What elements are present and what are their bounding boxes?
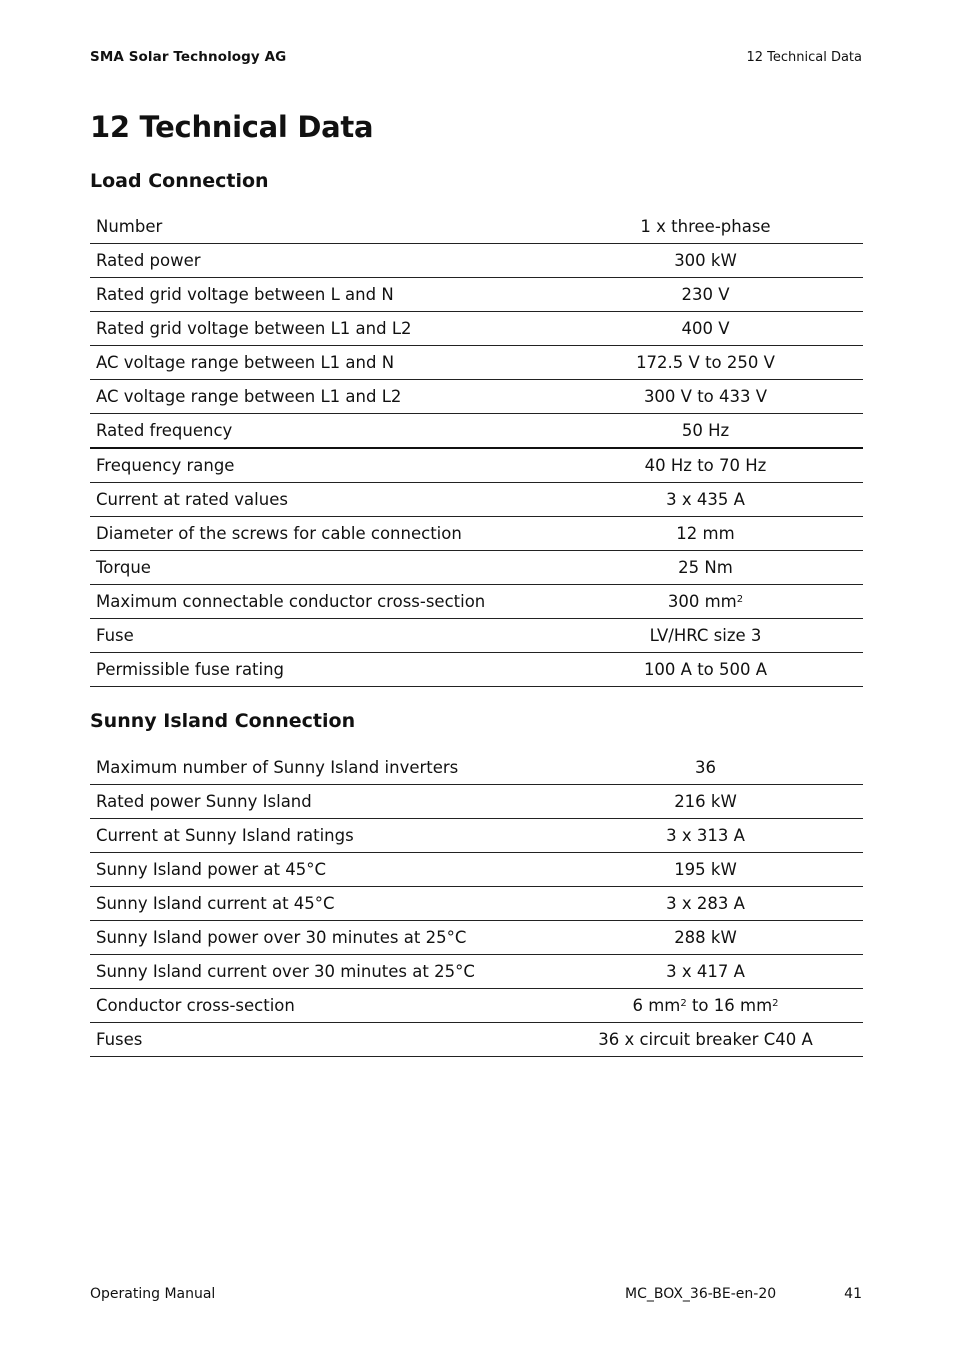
row-value: 36 x circuit breaker C40 A [548,1023,863,1057]
chapter-title: 12 Technical Data [90,110,374,144]
row-label: Number [90,210,548,244]
footer-manual: Operating Manual [90,1286,216,1302]
table-row [90,517,863,551]
table-row [90,989,863,1023]
table-row [90,853,863,887]
table-row [90,585,863,619]
row-value: 25 Nm [548,551,863,585]
row-label: AC voltage range between L1 and N [90,346,548,380]
header-chapter-ref: 12 Technical Data [746,50,862,65]
row-value: 230 V [548,278,863,312]
table-row [90,414,863,449]
row-label: Fuses [90,1023,548,1057]
row-value: 3 x 283 A [548,887,863,921]
table-row [90,653,863,687]
value-text: 6 mm [632,996,681,1015]
table-row [90,380,863,414]
row-label: Sunny Island power over 30 minutes at 25°C [90,921,548,955]
row-value: 1 x three-phase [548,210,863,244]
table-row [90,955,863,989]
table-row [90,244,863,278]
row-label: Rated power [90,244,548,278]
row-value: 3 x 435 A [548,483,863,517]
table-row [90,751,863,785]
row-value [548,989,863,1023]
row-label: Current at Sunny Island ratings [90,819,548,853]
row-value: 100 A to 500 A [548,653,863,687]
row-label: Sunny Island current at 45°C [90,887,548,921]
section-title-sunny-island-connection: Sunny Island Connection [90,710,356,732]
superscript: 2 [772,998,779,1009]
row-label: Sunny Island current over 30 minutes at 25°C [90,955,548,989]
table-row [90,448,863,483]
row-label: Rated frequency [90,414,548,449]
table-row [90,551,863,585]
row-value: 300 kW [548,244,863,278]
row-value: LV/HRC size 3 [548,619,863,653]
load-connection-table [90,210,863,687]
row-label: Sunny Island power at 45°C [90,853,548,887]
row-label: Rated power Sunny Island [90,785,548,819]
row-label: Frequency range [90,448,548,483]
value-text: 300 mm [667,592,737,611]
row-value: 12 mm [548,517,863,551]
row-label: Maximum number of Sunny Island inverters [90,751,548,785]
row-value: 50 Hz [548,414,863,449]
row-label: Rated grid voltage between L1 and L2 [90,312,548,346]
row-value: 216 kW [548,785,863,819]
table-row [90,312,863,346]
row-value [548,585,863,619]
table-row [90,278,863,312]
table-row [90,210,863,244]
table-row [90,483,863,517]
table-row [90,921,863,955]
table-row [90,1023,863,1057]
section-title-load-connection: Load Connection [90,170,269,192]
table-row [90,887,863,921]
table-row [90,619,863,653]
row-value: 40 Hz to 70 Hz [548,448,863,483]
row-value: 300 V to 433 V [548,380,863,414]
row-label: Torque [90,551,548,585]
footer-doc-code: MC_BOX_36-BE-en-20 [625,1286,777,1302]
footer-page-number: 41 [844,1286,862,1302]
row-label: Maximum connectable conductor cross-section [90,585,548,619]
row-value: 3 x 417 A [548,955,863,989]
table-row [90,785,863,819]
row-label: Fuse [90,619,548,653]
row-label: Rated grid voltage between L and N [90,278,548,312]
header-company: SMA Solar Technology AG [90,49,287,65]
row-value: 288 kW [548,921,863,955]
table-row [90,819,863,853]
row-value: 195 kW [548,853,863,887]
row-label: Diameter of the screws for cable connection [90,517,548,551]
superscript: 2 [680,998,687,1009]
row-label: AC voltage range between L1 and L2 [90,380,548,414]
table-row [90,346,863,380]
superscript: 2 [736,594,744,605]
value-text: to 16 mm [686,996,773,1015]
row-label: Current at rated values [90,483,548,517]
sunny-island-connection-table [90,751,863,1057]
row-value: 172.5 V to 250 V [548,346,863,380]
row-value: 400 V [548,312,863,346]
row-label: Permissible fuse rating [90,653,548,687]
row-label: Conductor cross-section [90,989,548,1023]
row-value: 3 x 313 A [548,819,863,853]
row-value: 36 [548,751,863,785]
